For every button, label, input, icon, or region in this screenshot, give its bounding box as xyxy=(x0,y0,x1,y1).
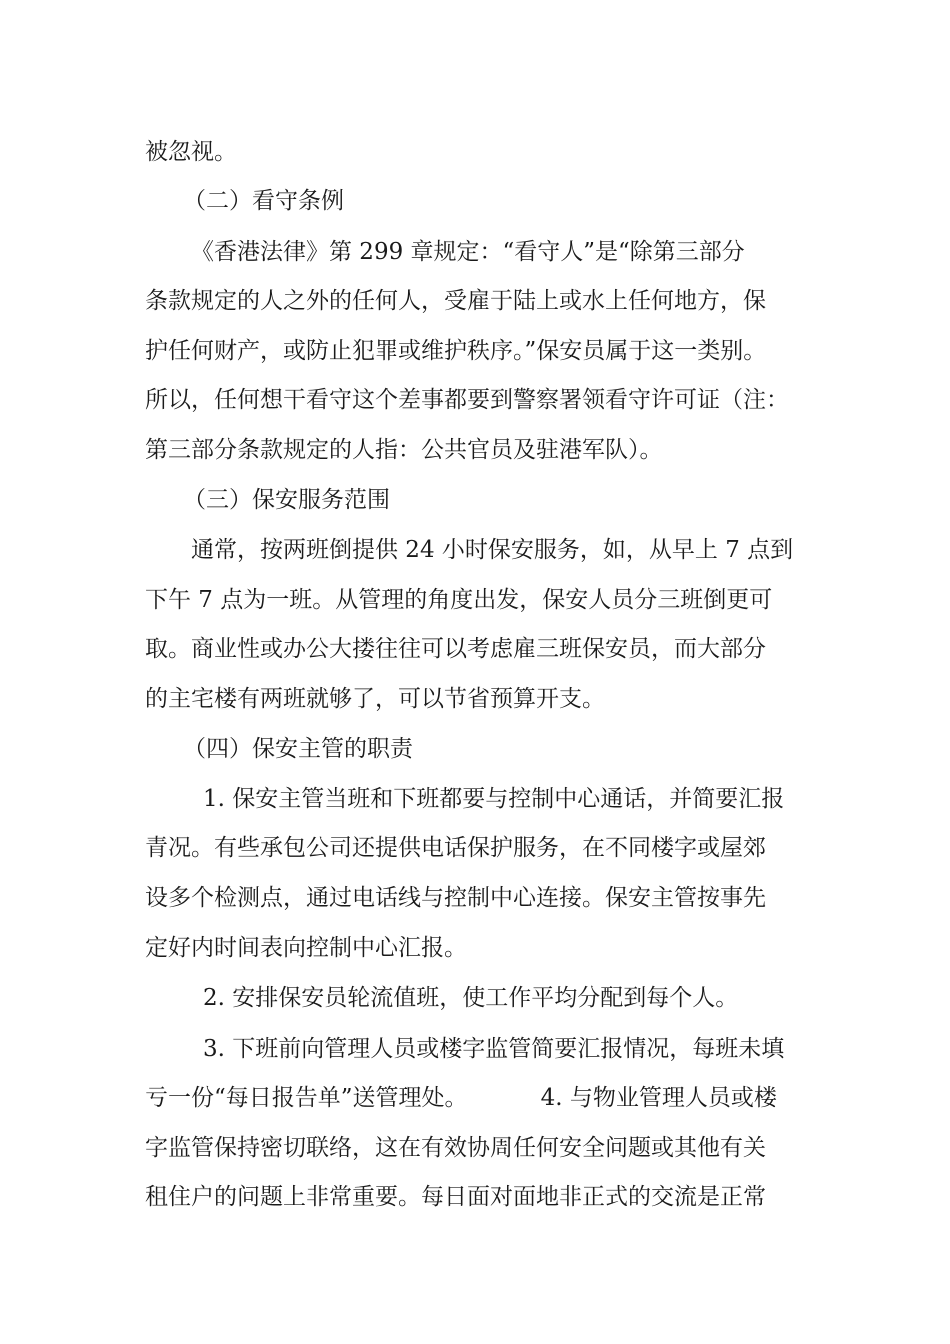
paragraph-line: 条款规定的人之外的任何人，受雇于陆上或水上任何地方，保 xyxy=(145,288,766,314)
paragraph-line: 设多个检测点，通过电话线与控制中心连接。保安主管按事先 xyxy=(145,885,766,911)
paragraph-line: 租住户的问题上非常重要。每日面对面地非正式的交流是正常 xyxy=(145,1184,766,1210)
section-heading-security-service-scope: （三）保安服务范围 xyxy=(183,487,390,513)
paragraph-line: 青况。有些承包公司还提供电话保护服务，在不同楼字或屋郊 xyxy=(145,835,766,861)
paragraph-line: 下午 7 点为一班。从管理的角度出发，保安人员分三班倒更可 xyxy=(145,587,773,613)
list-item-line: 2. 安排保安员轮流值班，使工作平均分配到每个人。 xyxy=(203,985,739,1011)
paragraph-line: 亏一份“每日报告单”送管理处。 4. 与物业管理人员或楼 xyxy=(145,1085,777,1111)
section-heading-supervisor-duties: （四）保安主管的职责 xyxy=(183,736,413,762)
paragraph-line: 定好内时间表向控制中心汇报。 xyxy=(145,935,467,961)
paragraph-line: 的主宅楼有两班就够了，可以节省预算开支。 xyxy=(145,686,605,712)
paragraph-line: 第三部分条款规定的人指：公共官员及驻港军队）。 xyxy=(145,437,663,463)
paragraph-line-continuation: 被忽视。 xyxy=(145,139,237,165)
paragraph-line: 《香港法律》第 299 章规定：“看守人”是“除第三部分 xyxy=(191,239,745,265)
list-item-line: 3. 下班前向管理人员或楼字监管简要汇报情况，每班未填 xyxy=(203,1036,785,1062)
paragraph-line: 取。商业性或办公大搂往往可以考虑雇三班保安员，而大部分 xyxy=(145,636,766,662)
paragraph-line: 所以，任何想干看守这个差事都要到警察署领看守许可证（注： xyxy=(145,387,789,413)
section-heading-watch-regulations: （二）看守条例 xyxy=(183,188,344,214)
paragraph-line: 护任何财产，或防止犯罪或维护秩序。”保安员属于这一类别。 xyxy=(145,338,767,364)
paragraph-line: 通常，按两班倒提供 24 小时保安服务，如，从早上 7 点到 xyxy=(191,537,794,563)
paragraph-line: 字监管保持密切联络，这在有效协周任何安全问题或其他有关 xyxy=(145,1135,766,1161)
list-item-line: 1. 保安主管当班和下班都要与控制中心通话，并简要汇报 xyxy=(203,786,785,812)
